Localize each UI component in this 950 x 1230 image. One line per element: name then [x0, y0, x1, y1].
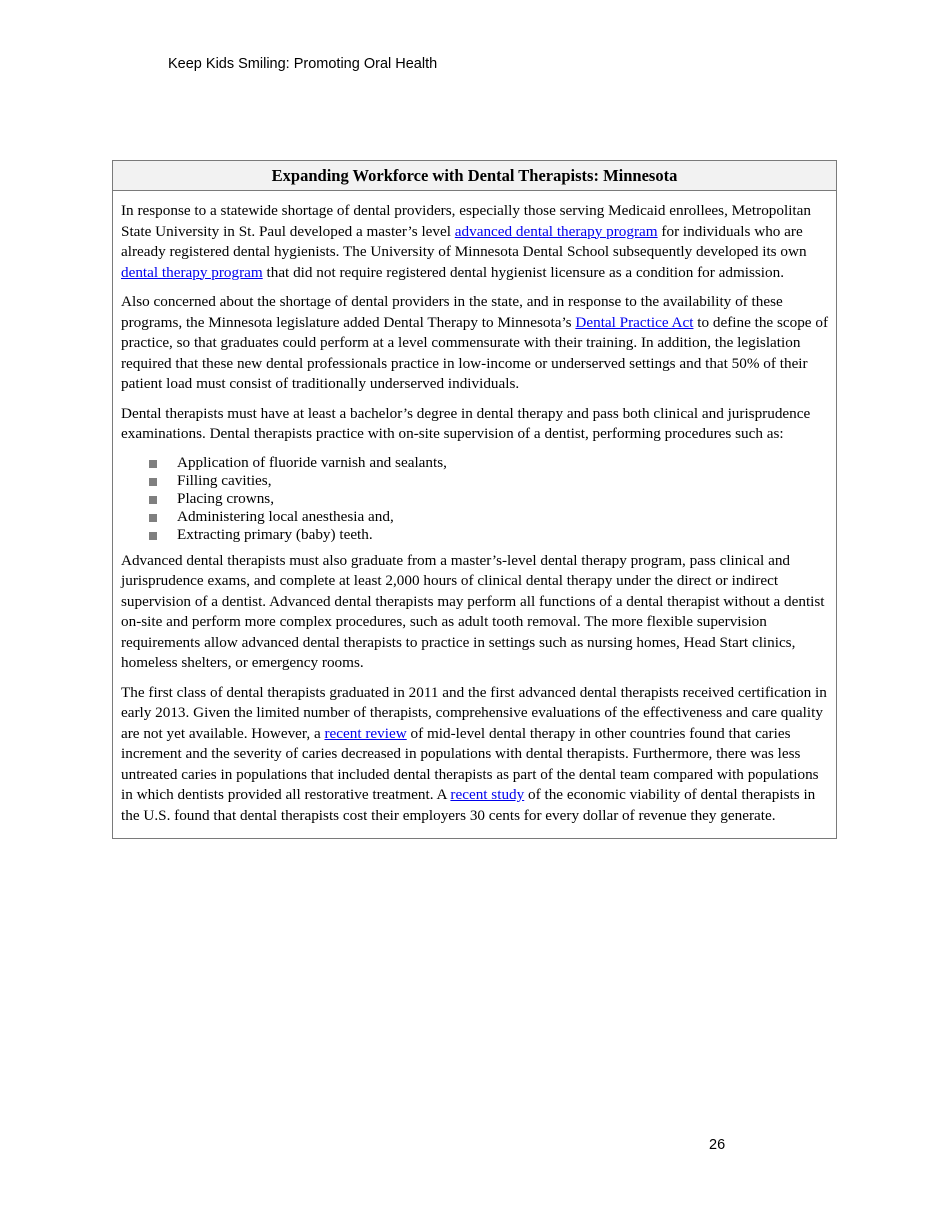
box-body: [113, 191, 836, 838]
paragraph-2-text-a: Also concerned about the shortage of dental providers in the state, and in response to the availability of these programs, the Minnesota legislature added Dental Therapy to Minnesota’s: [121, 293, 783, 331]
paragraph-1: [121, 201, 828, 283]
paragraph-5-text-a: The first class of dental therapists graduated in 2011 and the first advanced dental therapists received certification in early 2013. Given the limited number of therapists, comprehensive evaluations of the effectiveness and care quality are not yet available. However, a: [121, 683, 827, 742]
dental-therapy-program-link[interactable]: dental therapy program: [121, 263, 263, 281]
square-bullet-icon: [149, 532, 157, 540]
sidebar-box: [112, 160, 837, 839]
list-item-text: Filling cavities,: [177, 471, 272, 489]
box-title: Expanding Workforce with Dental Therapists: Minnesota: [113, 161, 836, 191]
square-bullet-icon: [149, 460, 157, 468]
square-bullet-icon: [149, 478, 157, 486]
paragraph-4: Advanced dental therapists must also graduate from a master’s-level dental therapy program, pass clinical and jurisprudence exams, and complete at least 2,000 hours of clinical dental therapy under the direct or indirect supervision of a dentist. Advanced dental therapists may perform all functions of a dental therapist without a dentist on-site and perform more complex procedures, such as adult tooth removal. The more flexible supervision requirements allow advanced dental therapists to practice in settings such as nursing homes, Head Start clinics, homeless shelters, or emergency rooms.: [121, 551, 825, 671]
paragraph-5-text-b: of mid-level dental therapy in other countries found that caries increment and the severity of caries decreased in populations with dental therapists. Furthermore, there was less untreated caries in populations that included dental therapists as part of the dental team compared with populations in which dentists provided all restorative treatment. A: [121, 724, 819, 803]
list-item: [147, 472, 828, 490]
recent-study-link[interactable]: recent study: [450, 786, 525, 803]
procedures-list: [121, 454, 828, 544]
paragraph-1-text-b: for individuals who are already registered dental hygienists. The University of Minnesota Dental School subsequently developed its own: [121, 222, 807, 260]
paragraph-5: [121, 683, 828, 827]
square-bullet-icon: [149, 496, 157, 504]
paragraph-5-text-c: of the economic viability of dental therapists in the U.S. found that dental therapists cost their employers 30 cents for every dollar of revenue they generate.: [121, 786, 816, 824]
paragraph-2-text-b: to define the scope of practice, so that graduates could perform at a level commensurate with their training. In addition, the legislation required that these new dental professionals practice in low-income or underserved settings and that 50% of their patient load must consist of traditionally underserved individuals.: [121, 313, 828, 392]
dental-practice-act-link[interactable]: Dental Practice Act: [575, 313, 694, 331]
list-item: [147, 526, 828, 544]
advanced-dental-therapy-program-link[interactable]: advanced dental therapy program: [454, 222, 658, 240]
square-bullet-icon: [149, 514, 157, 522]
paragraph-1-text-c: that did not require registered dental hygienist licensure as a condition for admission.: [262, 263, 785, 281]
list-item-text: Administering local anesthesia and,: [177, 507, 394, 525]
paragraph-3: Dental therapists must have at least a bachelor’s degree in dental therapy and pass both clinical and jurisprudence examinations. Dental therapists practice with on-site supervision of a dentist, performing procedures such as:: [121, 404, 811, 442]
running-header: Keep Kids Smiling: Promoting Oral Health: [168, 56, 438, 72]
paragraph-2: [121, 292, 828, 395]
list-item-text: Extracting primary (baby) teeth.: [177, 525, 373, 543]
list-item: [147, 490, 828, 508]
list-item: [147, 454, 828, 472]
list-item: [147, 508, 828, 526]
list-item-text: Application of fluoride varnish and sealants,: [177, 453, 447, 471]
page-number: 26: [709, 1137, 726, 1153]
recent-review-link[interactable]: recent review: [324, 724, 407, 742]
paragraph-1-text-a: In response to a statewide shortage of dental providers, especially those serving Medicaid enrollees, Metropolitan State University in St. Paul developed a master’s level: [121, 202, 811, 240]
list-item-text: Placing crowns,: [177, 489, 275, 507]
